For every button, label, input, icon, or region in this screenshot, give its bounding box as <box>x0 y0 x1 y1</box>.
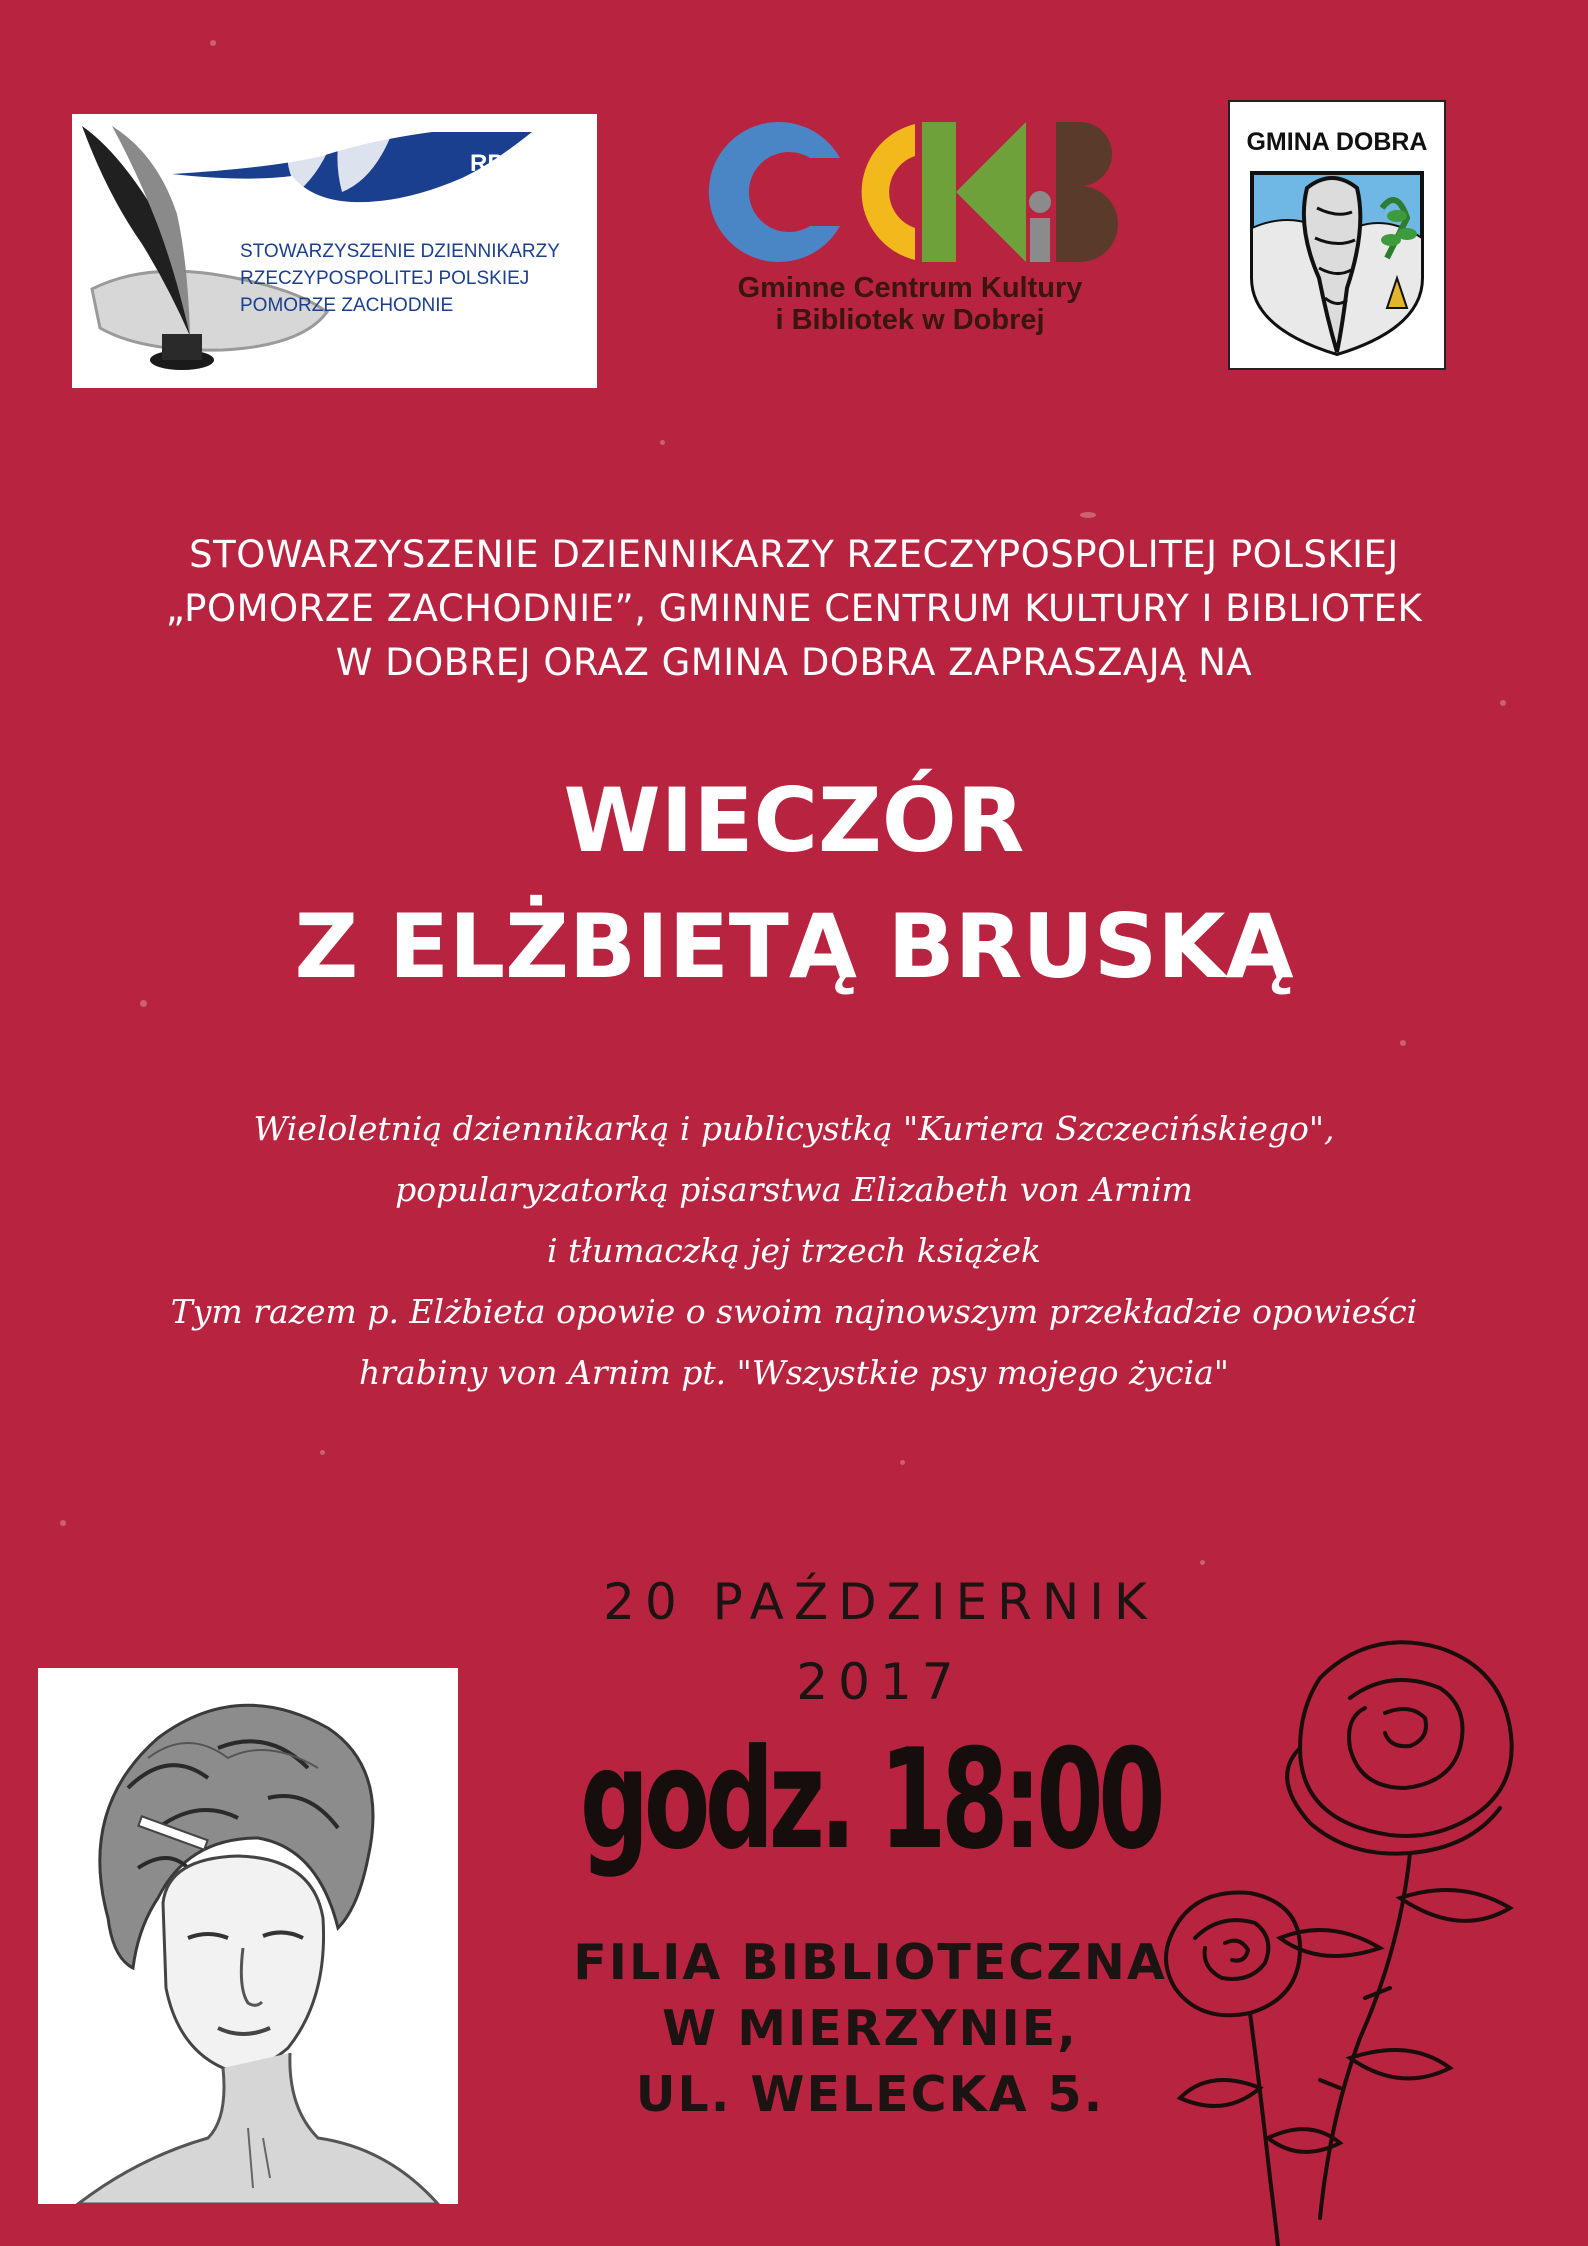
description-line: Tym razem p. Elżbieta opowie o swoim najnowszym przekładzie opowieści <box>170 1292 1418 1331</box>
gckib-letters-icon <box>700 112 1120 272</box>
intro-line: W DOBREJ ORAZ GMINA DOBRA ZAPRASZAJĄ NA <box>335 641 1253 684</box>
description-line: i tłumaczką jej trzech książek <box>547 1231 1041 1270</box>
gckib-name <box>690 272 1130 336</box>
venue-line: W MIERZYNIE, <box>662 2000 1078 2057</box>
background-speck <box>1080 512 1096 518</box>
intro-line: „POMORZE ZACHODNIE”, GMINNE CENTRUM KULTURY I BIBLIOTEK <box>165 587 1423 630</box>
title-line: Z ELŻBIETĄ BRUSKĄ <box>294 895 1294 998</box>
gmina-title: GMINA DOBRA <box>1246 128 1428 156</box>
rose-illustration <box>1150 1618 1588 2246</box>
event-title <box>0 758 1588 1010</box>
gmina-dobra-logo <box>1228 100 1446 370</box>
gckib-line: i Bibliotek w Dobrej <box>775 304 1045 336</box>
gckib-line: Gminne Centrum Kultury <box>737 272 1083 304</box>
sdrp-line: RZECZYPOSPOLITEJ POLSKIEJ <box>240 268 530 289</box>
event-time: godz. 18:00 <box>579 1719 1161 1880</box>
background-speck <box>660 440 665 445</box>
sdrp-name <box>240 238 560 319</box>
background-speck <box>320 1450 325 1455</box>
background-speck <box>900 1460 905 1465</box>
gckib-logo <box>690 112 1130 352</box>
date-line: 2017 <box>796 1653 964 1711</box>
intro-line: STOWARZYSZENIE DZIENNIKARZY RZECZYPOSPOLITEJ POLSKIEJ <box>189 533 1399 576</box>
organizers-invitation <box>40 528 1548 690</box>
coat-of-arms-icon <box>1247 168 1427 358</box>
venue-line: UL. WELECKA 5. <box>635 2066 1105 2123</box>
woman-portrait-icon <box>38 1668 458 2204</box>
portrait-sketch <box>38 1668 458 2204</box>
description-line: popularyzatorką pisarstwa Elizabeth von Arnim <box>395 1170 1193 1209</box>
background-speck <box>1500 700 1506 706</box>
background-speck <box>1400 1040 1406 1046</box>
title-line: WIECZÓR <box>563 769 1025 872</box>
event-venue <box>500 1930 1240 2128</box>
event-description <box>40 1098 1548 1403</box>
sdrp-logo <box>72 114 597 388</box>
venue-line: FILIA BIBLIOTECZNA <box>573 1934 1167 1991</box>
background-speck <box>210 40 216 46</box>
description-line: hrabiny von Arnim pt. "Wszystkie psy mojego życia" <box>359 1353 1229 1392</box>
sdrp-line: STOWARZYSZENIE DZIENNIKARZY <box>240 241 560 262</box>
background-speck <box>60 1520 66 1526</box>
rose-outline-icon <box>1150 1618 1588 2246</box>
sdrp-badge: RP <box>470 150 504 177</box>
sdrp-line: POMORZE ZACHODNIE <box>240 295 454 316</box>
description-line: Wieloletnią dziennikarką i publicystką "Kuriera Szczecińskiego", <box>253 1109 1335 1148</box>
date-line: 20 PAŹDZIERNIK <box>603 1573 1157 1631</box>
